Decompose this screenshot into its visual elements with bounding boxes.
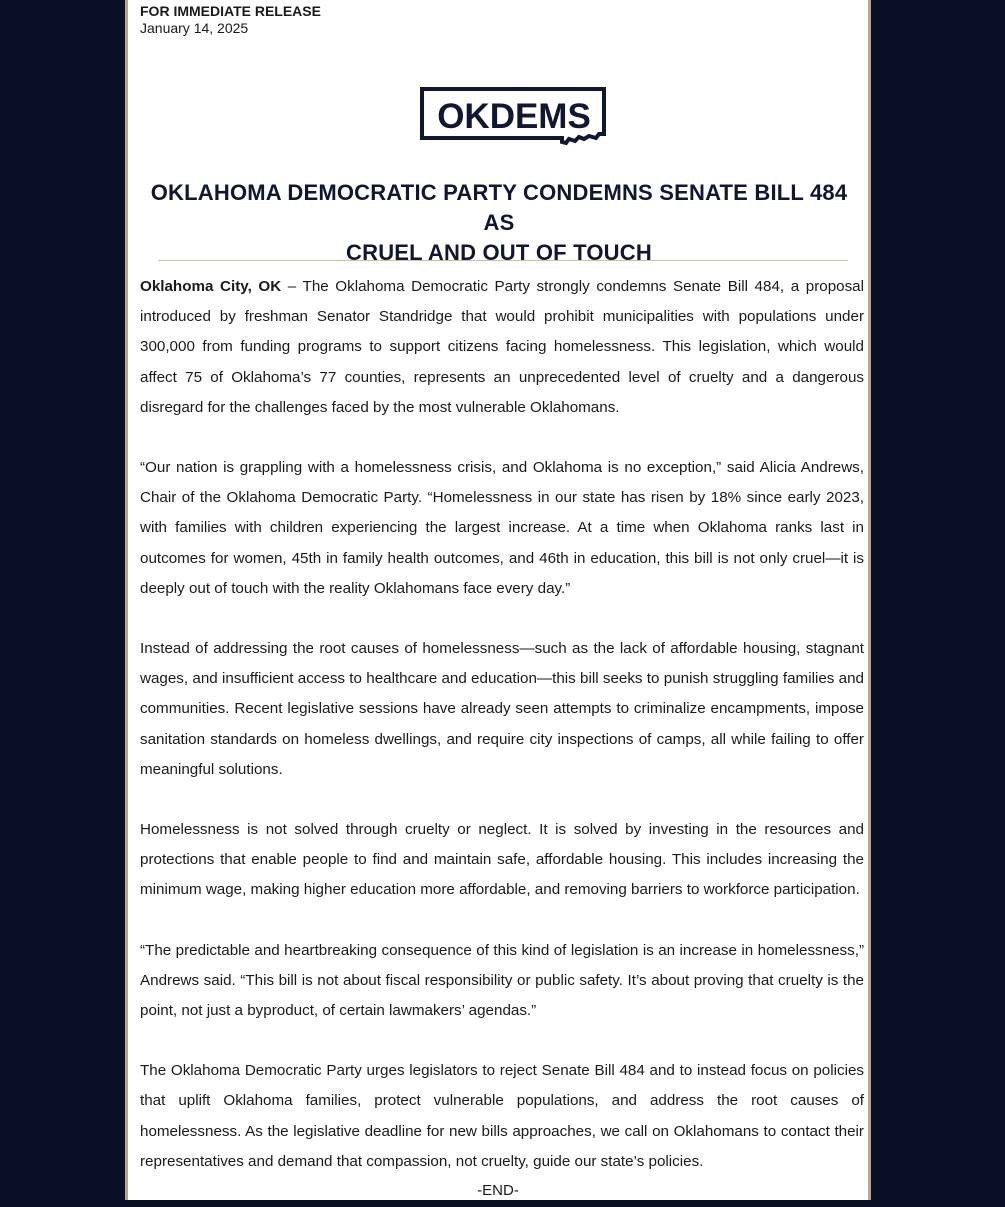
logo-text: OKDEMS [437,97,591,136]
headline [143,178,855,268]
paragraph-3: Instead of addressing the root causes of homelessness—such as the lack of affordable housing, stagnant wages, and insufficient access to healthcare and education—this bill seeks to punish struggling families and communities. Recent legislative sessions have already seen attempts to criminalize encampments, impose sanitation standards on homeless dwellings, and require city inspections of camps, all while failing to offer meaningful solutions. [140,640,864,778]
okdems-logo [419,86,609,158]
paragraph-1 [140,272,864,423]
release-label: FOR IMMEDIATE RELEASE [140,3,321,19]
dateline: Oklahoma City, OK [140,278,282,295]
paragraph-5: “The predictable and heartbreaking consequence of this kind of legislation is an increase in homelessness,” Andrews said. “This bill is not about fiscal responsibility or public safety. It’s about proving that cruelty is the point, not just a byproduct, of certain lawmakers’ agendas.” [140,941,864,1020]
divider [158,260,848,261]
paragraph-6: The Oklahoma Democratic Party urges legislators to reject Senate Bill 484 and to instead focus on policies that uplift Oklahoma families, protect vulnerable populations, and address the root causes of homelessness. As the legislative deadline for new bills approaches, we call on Oklahomans to contact their representatives and demand that compassion, not cruelty, guide our state’s policies. [140,1062,864,1170]
paragraph-1-text: – The Oklahoma Democratic Party strongly condemns Senate Bill 484, a proposal introduced by freshman Senator Standridge that would prohibit municipalities with populations under 300,000 from funding programs to support citizens facing homelessness. This legislation, which would affect 75 of Oklahoma’s 77 counties, represents an unprecedented level of cruelty and a dangerous disregard for the challenges faced by the most vulnerable Oklahomans. [140,278,865,416]
release-date: January 14, 2025 [140,20,249,36]
headline-line-2: CRUEL AND OUT OF TOUCH [346,240,652,265]
release-body [140,272,864,1207]
paragraph-2: “Our nation is grappling with a homelessness crisis, and Oklahoma is no exception,” said Alicia Andrews, Chair of the Oklahoma Democratic Party. “Homelessness in our state has risen by 18% since early 2023, with families with children experiencing the largest increase. At a time when Oklahoma ranks last in outcomes for women, 45th in family health outcomes, and 46th in education, this bill is not only cruel—it is deeply out of touch with the reality Oklahomans face every day.” [140,459,864,597]
paragraph-4: Homelessness is not solved through cruelty or neglect. It is solved by investing in the resources and protections that enable people to find and maintain safe, affordable housing. This includes increasing the minimum wage, making higher education more affordable, and removing barriers to workforce participation. [140,821,864,899]
press-release-page [125,0,871,1200]
end-marker: -END- [477,1182,519,1199]
headline-line-1: OKLAHOMA DEMOCRATIC PARTY CONDEMNS SENATE BILL 484 AS [150,180,848,235]
okdems-logo-graphic [419,86,609,158]
release-header [140,3,321,37]
